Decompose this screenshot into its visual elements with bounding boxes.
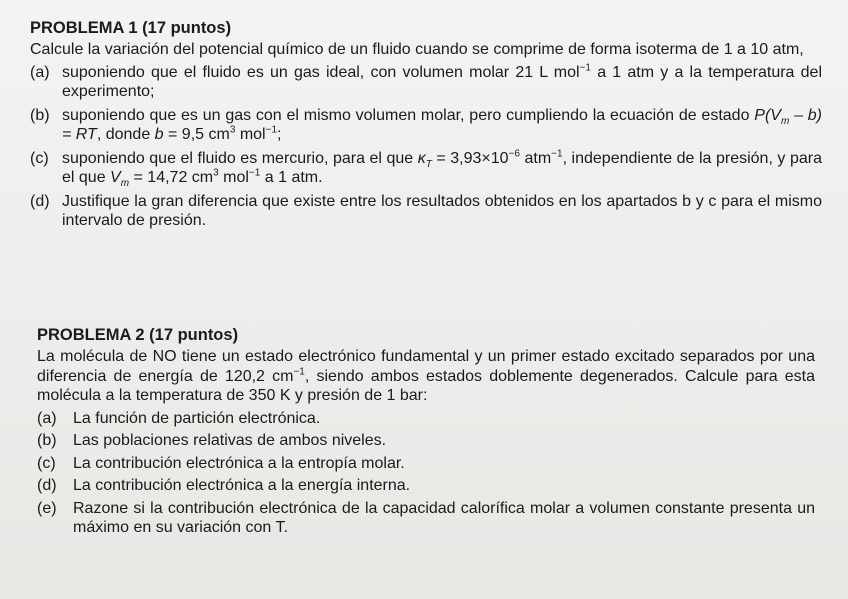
item-text: Justifique la gran diferencia que existe entre los resultados obtenidos en los apartados b y c para el mismo intervalo de presión. — [62, 192, 822, 229]
item-text: La contribución electrónica a la energía interna. — [73, 477, 411, 494]
problem-2 — [37, 325, 815, 541]
item-label: (a) — [37, 409, 57, 427]
problem-1-intro: Calcule la variación del potencial químico de un fluido cuando se comprime de forma isoterma de 1 a 10 atm, — [30, 41, 804, 58]
problem-2-item-e — [37, 499, 815, 538]
problem-1-item-b — [30, 106, 822, 145]
problem-1-item-c — [30, 149, 822, 188]
problem-1-item-a — [30, 63, 822, 102]
problem-2-item-d — [37, 476, 815, 496]
item-label: (c) — [30, 149, 49, 167]
problem-2-intro: La molécula de NO tiene un estado electrónico fundamental y un primer estado excitado separados por una diferencia de energía de 120,2 $cm^{-1}$, siendo ambos estados doblemente degenerados. Calcule para esta molécula a la temperatura de 350 K y presión de 1 bar: — [37, 348, 816, 404]
problem-2-item-c — [37, 454, 815, 474]
problem-2-item-a — [37, 409, 815, 429]
item-label: (e) — [37, 499, 57, 517]
item-text: suponiendo que el fluido es un gas ideal, con volumen molar 21 L mol$^{-1}$ a 1 atm y a la temperatura del experimento; — [62, 62, 822, 100]
item-label: (c) — [37, 454, 56, 472]
item-label: (b) — [30, 106, 50, 124]
problem-1-item-d — [30, 192, 822, 231]
item-text: suponiendo que es un gas con el mismo volumen molar, pero cumpliendo la ecuación de estado $P(V_m - b)$ = RT, donde b = 9,5 $cm^3$ mol$^{-1}$; — [62, 106, 822, 143]
item-text: La contribución electrónica a la entropía molar. — [73, 454, 405, 472]
item-label: (a) — [30, 63, 50, 81]
item-label: (b) — [37, 432, 57, 449]
problem-1 — [30, 18, 822, 235]
item-text: La función de partición electrónica. — [73, 409, 321, 427]
item-text: Las poblaciones relativas de ambos niveles. — [73, 432, 387, 449]
item-label: (d) — [30, 192, 50, 210]
item-label: (d) — [37, 477, 57, 494]
problem-2-item-b — [37, 431, 815, 451]
item-text: Razone si la contribución electrónica de la capacidad calorífica molar a volumen constante presenta un máximo en su variación con T. — [73, 499, 815, 536]
problem-2-title: PROBLEMA 2 (17 puntos) — [37, 326, 239, 344]
problem-1-title: PROBLEMA 1 (17 puntos) — [30, 19, 232, 37]
item-text: suponiendo que el fluido es mercurio, para el que $\kappa_T = 3,93\times 10^{-6}$ atm$^{-1}$, independiente de la presión, y para el que $V_m = 14,72$ $cm^3$ mol$^{-1}$ a 1 atm. — [62, 148, 822, 190]
